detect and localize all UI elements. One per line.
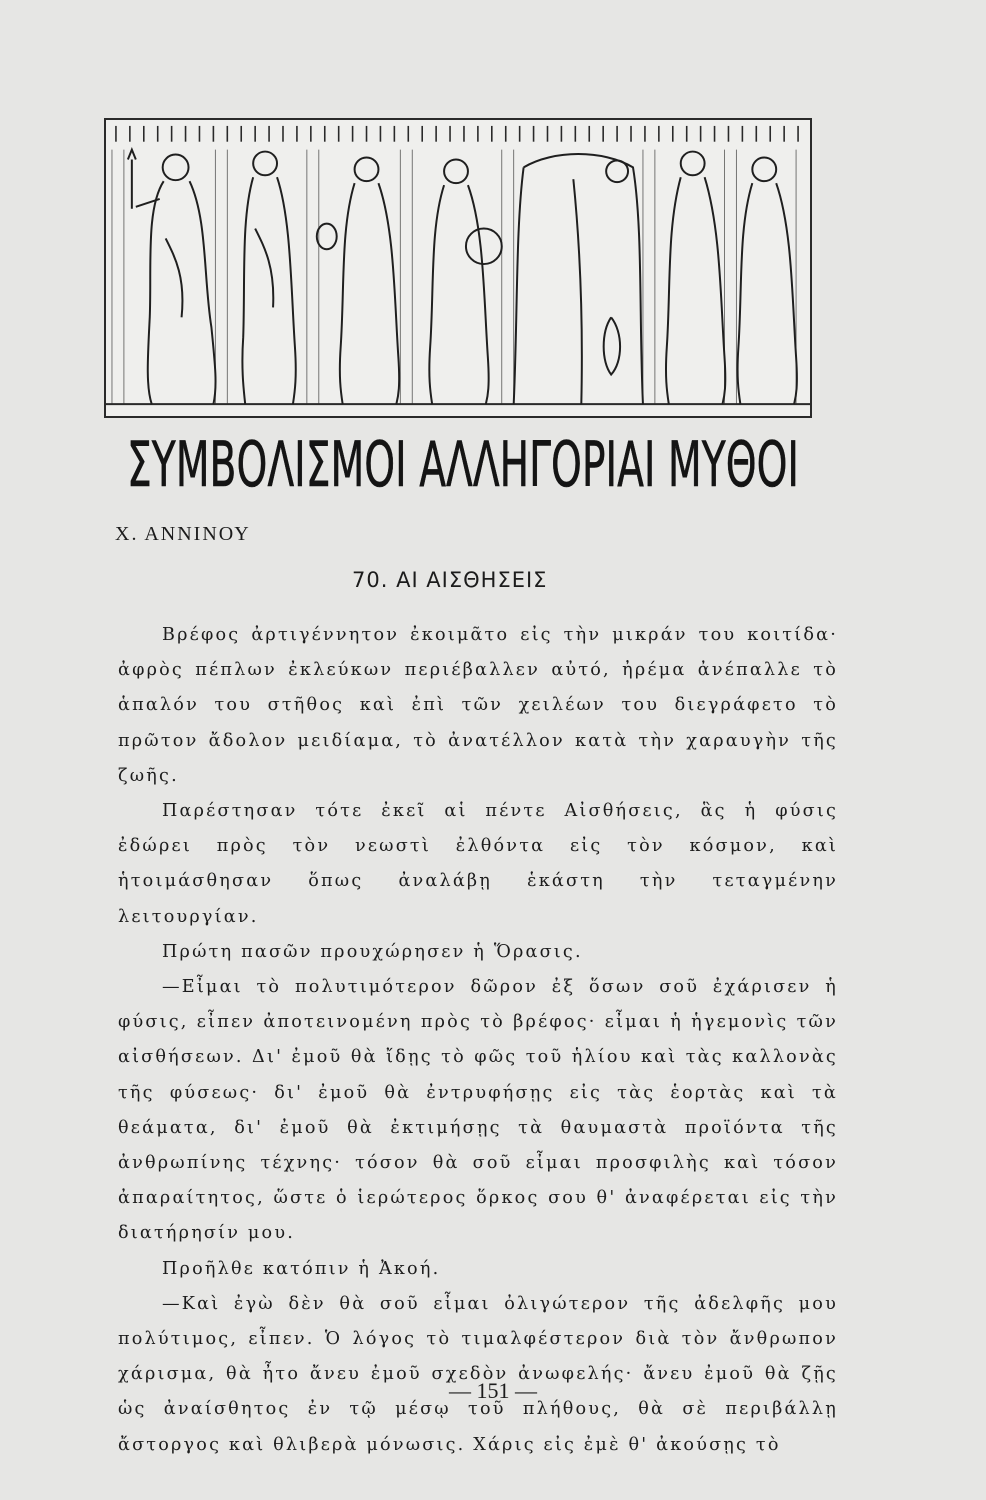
paragraph-3: Πρώτη πασῶν προυχώρησεν ἡ Ὅρασις. (162, 941, 583, 962)
page-number: — 151 — (449, 1378, 537, 1403)
muses-frieze-icon (104, 118, 812, 418)
series-title (118, 408, 808, 508)
paragraph-4: —Εἶμαι τὸ πολυτιμότερον δῶρον ἐξ ὅσων σοῦ ἐχάρισεν ἡ φύσις, εἶπεν ἀποτεινομένη πρὸς τὸ βρέφος· εἶμαι ἡ ἡγεμονὶς τῶν αἰσθήσεων. Δι' ἐμοῦ θὰ ἴδῃς τὸ φῶς τοῦ ἡλίου καὶ τὰς καλλονὰς τῆς φύσεως· δι' ἐμοῦ θὰ ἐντρυφήσῃς εἰς τὰς ἑορτὰς καὶ τὰ θεάματα, δι' ἐμοῦ θὰ ἐκτιμήσῃς τὰ θαυμαστὰ προϊόντα τῆς ἀνθρωπίνης τέχνης· τόσον θὰ σοῦ εἶμαι προσφιλὴς καὶ τόσον ἀπαραίτητος, ὥστε ὁ ἱερώτερος ὅρκος σου θ' ἀναφέρεται εἰς τὴν διατήρησίν μου. (118, 977, 838, 1244)
author-name: Χ. ΑΝΝΙΝΟΥ (115, 523, 251, 545)
paragraph-1: Βρέφος ἀρτιγέννητον ἐκοιμᾶτο εἰς τὴν μικράν του κοιτίδα· ἀφρὸς πέπλων ἐκλεύκων περιέβαλλεν αὐτό, ἠρέμα ἀνέπαλλε τὸ ἁπαλόν του στῆθος καὶ ἐπὶ τῶν χειλέων του διεγράφετο τὸ πρῶτον ἄδολον μειδίαμα, τὸ ἀνατέλλον κατὰ τὴν χαραυγὴν τῆς ζωῆς. (118, 625, 838, 786)
paragraph-5: Προῆλθε κατόπιν ἡ Ἀκοή. (162, 1258, 441, 1279)
chapter-title: 70. ΑΙ ΑΙΣΘΗΣΕΙΣ (352, 568, 548, 592)
series-title-text: ΣΥΜΒΟΛΙΣΜΟΙ ΑΛΛΗΓΟΡΙΑΙ ΜΥΘΟΙ (127, 428, 800, 501)
article-body (118, 618, 838, 1463)
paragraph-2: Παρέστησαν τότε ἐκεῖ αἱ πέντε Αἰσθήσεις, ἃς ἡ φύσις ἐδώρει πρὸς τὸν νεωστὶ ἐλθόντα εἰς τὸν κόσμον, καὶ ἡτοιμάσθησαν ὅπως ἀναλάβῃ ἑκάστη τὴν τεταγμένην λειτουργίαν. (118, 801, 838, 927)
paragraph-6: —Καὶ ἐγὼ δὲν θὰ σοῦ εἶμαι ὀλιγώτερον τῆς ἀδελφῆς μου πολύτιμος, εἶπεν. Ὁ λόγος τὸ τιμαλφέστερον διὰ τὸν ἄνθρωπον χάρισμα, θὰ ἦτο ἄνευ ἐμοῦ σχεδὸν ἀνωφελής· ἄνευ ἐμοῦ θὰ ζῇς ὡς ἀναίσθητος ἐν τῷ μέσῳ τοῦ πλήθους, θὰ σὲ περιβάλλῃ ἄστοργος καὶ θλιβερὰ μόνωσις. Χάρις εἰς ἐμὲ θ' ἀκούσῃς τὸ (118, 1293, 838, 1455)
